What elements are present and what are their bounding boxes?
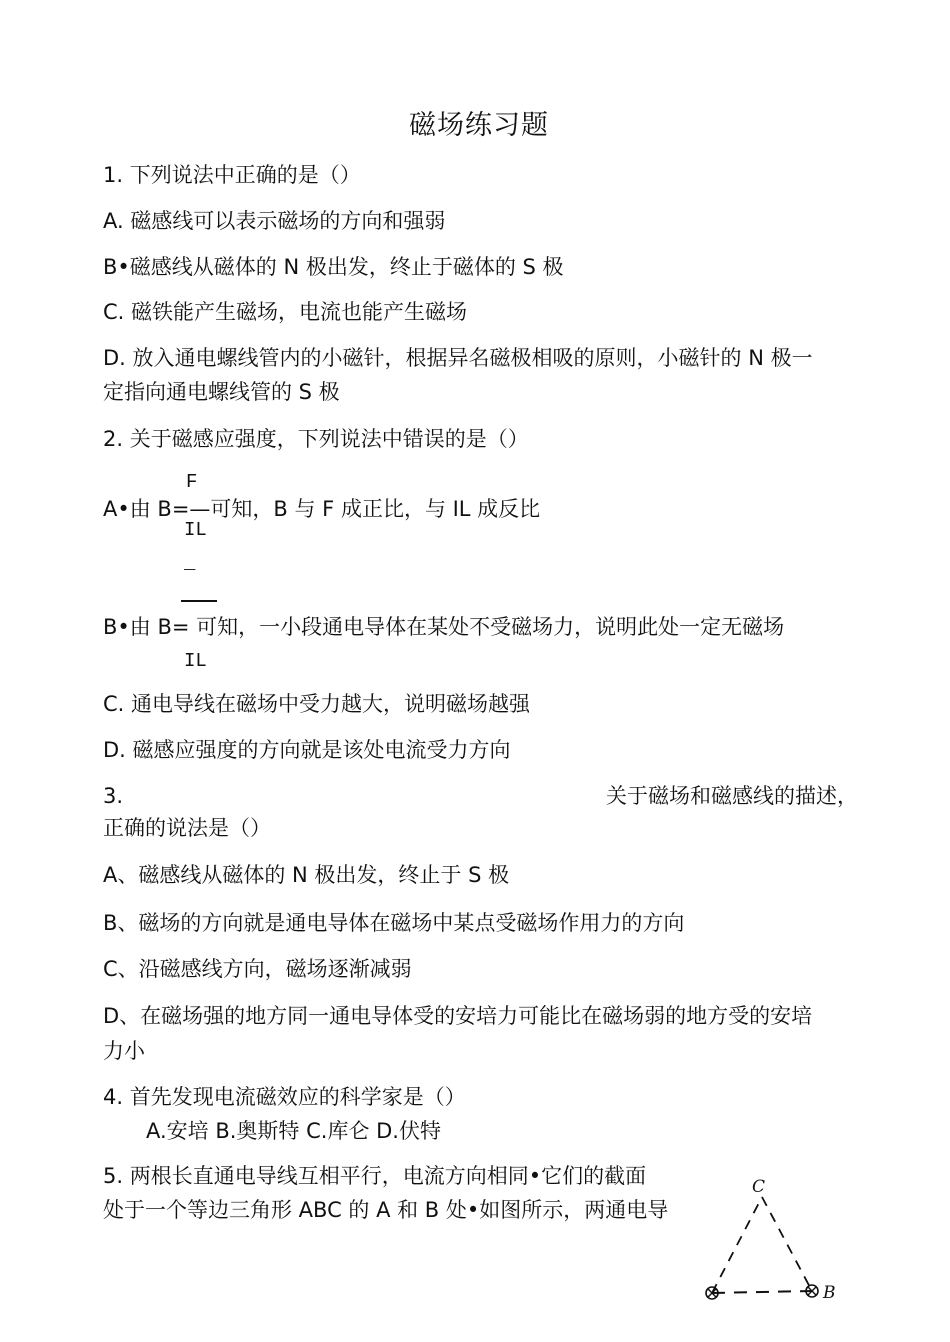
q3-option-d-line2: 力小: [103, 1039, 145, 1063]
vertex-c-label: C: [752, 1177, 766, 1197]
q2-option-c: C. 通电导线在磁场中受力越大，说明磁场越强: [103, 692, 531, 716]
q1-option-d-line1: D. 放入通电螺线管内的小磁针，根据异名磁极相吸的原则，小磁针的 N 极一: [103, 346, 813, 370]
q2-option-a: A•由 B=—可知，B 与 F 成正比，与 IL 成反比: [103, 497, 541, 521]
q3-stem-continued: 正确的说法是（）: [103, 816, 271, 840]
q3-option-c: C、沿磁感线方向，磁场逐渐减弱: [103, 957, 412, 981]
triangle-side-ac: [712, 1197, 762, 1293]
q5-line2: 处于一个等边三角形 ABC 的 A 和 B 处•如图所示，两通电导: [103, 1198, 669, 1222]
q3-number: 3.: [103, 784, 124, 808]
q4-options: A.安培 B.奥斯特 C.库仑 D.伏特: [146, 1119, 441, 1143]
triangle-abc-figure: [700, 1175, 850, 1315]
q2-b-denominator: IL: [184, 650, 207, 672]
q2-stem: 2. 关于磁感应强度，下列说法中错误的是（）: [103, 427, 529, 451]
q2-option-d: D. 磁感应强度的方向就是该处电流受力方向: [103, 738, 511, 762]
q2-a-numerator: F: [186, 471, 198, 493]
q3-option-a: A、磁感线从磁体的 N 极出发，终止于 S 极: [103, 863, 510, 887]
page-title: 磁场练习题: [409, 110, 549, 141]
q1-option-b: B•磁感线从磁体的 N 极出发，终止于磁体的 S 极: [103, 255, 564, 279]
q1-stem: 1. 下列说法中正确的是（）: [103, 163, 361, 187]
q2-a-denominator: IL: [184, 519, 207, 541]
q3-option-b: B、磁场的方向就是通电导体在磁场中某点受磁场作用力的方向: [103, 911, 685, 935]
triangle-side-ab: [712, 1291, 812, 1293]
vertex-b-label: B: [823, 1283, 836, 1303]
q2-b-numerator-mark: _: [184, 552, 196, 574]
q1-option-c: C. 磁铁能产生磁场，电流也能产生磁场: [103, 300, 468, 324]
q3-stem: 关于磁场和磁感线的描述，: [606, 784, 858, 808]
q4-stem: 4. 首先发现电流磁效应的科学家是（）: [103, 1085, 466, 1109]
q2-option-b: B•由 B= 可知，一小段通电导体在某处不受磁场力，说明此处一定无磁场: [103, 615, 785, 639]
q3-option-d-line1: D、在磁场强的地方同一通电导体受的安培力可能比在磁场弱的地方受的安培: [103, 1004, 813, 1028]
q1-option-a: A. 磁感线可以表示磁场的方向和强弱: [103, 209, 446, 233]
triangle-side-cb: [762, 1197, 812, 1291]
q2-b-fraction-bar: [181, 600, 217, 602]
q1-option-d-line2: 定指向通电螺线管的 S 极: [103, 380, 340, 404]
q5-line1: 5. 两根长直通电导线互相平行，电流方向相同•它们的截面: [103, 1164, 647, 1188]
